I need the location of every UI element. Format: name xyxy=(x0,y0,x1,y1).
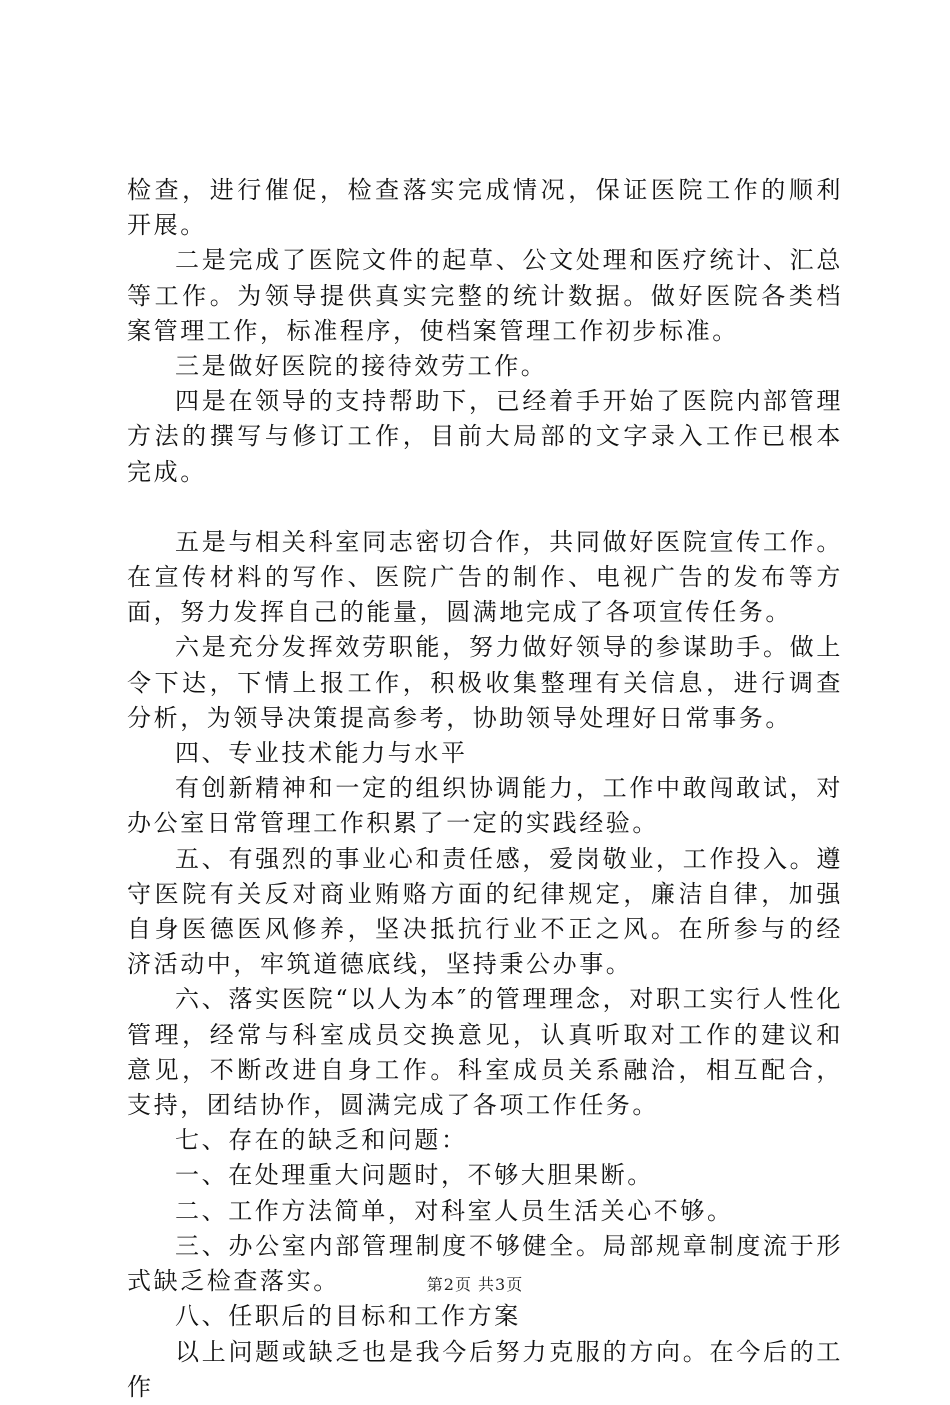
page-number-footer: 第2页 共3页 xyxy=(426,1275,524,1294)
paragraph-item-2: 二是完成了医院文件的起草、公文处理和医疗统计、汇总等工作。为领导提供真实完整的统计数据。做好医院各类档案管理工作，标准程序，使档案管理工作初步标准。 xyxy=(127,246,843,345)
document-body xyxy=(127,173,843,1405)
paragraph-item-3: 三是做好医院的接待效劳工作。 xyxy=(175,352,548,381)
section-heading-4: 四、专业技术能力与水平 xyxy=(175,739,468,768)
paragraph-continuation: 检查，进行催促，检查落实完成情况，保证医院工作的顺利开展。 xyxy=(127,176,843,240)
paragraph-item-4: 四是在领导的支持帮助下，已经着手开始了医院内部管理方法的撰写与修订工作，目前大局部的文字录入工作已根本完成。 xyxy=(127,387,843,486)
problem-item-1: 一、在处理重大问题时，不够大胆果断。 xyxy=(175,1161,654,1190)
section-heading-7: 七、存在的缺乏和问题： xyxy=(175,1126,468,1155)
paragraph-item-6: 六是充分发挥效劳职能，努力做好领导的参谋助手。做上令下达，下情上报工作，积极收集整理有关信息，进行调查分析，为领导决策提高参考，协助领导处理好日常事务。 xyxy=(127,633,843,732)
paragraph-item-5: 五是与相关科室同志密切合作，共同做好医院宣传工作。在宣传材料的写作、医院广告的制作、电视广告的发布等方面，努力发挥自己的能量，圆满地完成了各项宣传任务。 xyxy=(127,527,843,627)
paragraph-section-8-body: 以上问题或缺乏也是我今后努力克服的方向。在今后的工作 xyxy=(127,1337,843,1401)
section-heading-8: 八、任职后的目标和工作方案 xyxy=(175,1302,521,1331)
problem-item-3: 三、办公室内部管理制度不够健全。局部规章制度流于形式缺乏检查落实。 xyxy=(127,1231,843,1296)
section-heading-5: 五、有强烈的事业心和责任感，爱岗敬业，工作投入。遵守医院有关反对商业贿赂方面的纪律规定，廉洁自律，加强自身医德医风修养，坚决抵抗行业不正之风。在所参与的经济活动中，牢筑道德底线，坚持秉公办事。 xyxy=(127,844,843,979)
problem-item-2: 二、工作方法简单，对科室人员生活关心不够。 xyxy=(175,1196,734,1225)
paragraph-section-4-body: 有创新精神和一定的组织协调能力，工作中敢闯敢试，对办公室日常管理工作积累了一定的实践经验。 xyxy=(127,774,843,838)
section-heading-6: 六、落实医院“以人为本″的管理理念，对职工实行人性化管理，经常与科室成员交换意见，认真听取对工作的建议和意见，不断改进自身工作。科室成员关系融洽，相互配合，支持，团结协作，圆满完成了各项工作任务。 xyxy=(127,985,843,1120)
